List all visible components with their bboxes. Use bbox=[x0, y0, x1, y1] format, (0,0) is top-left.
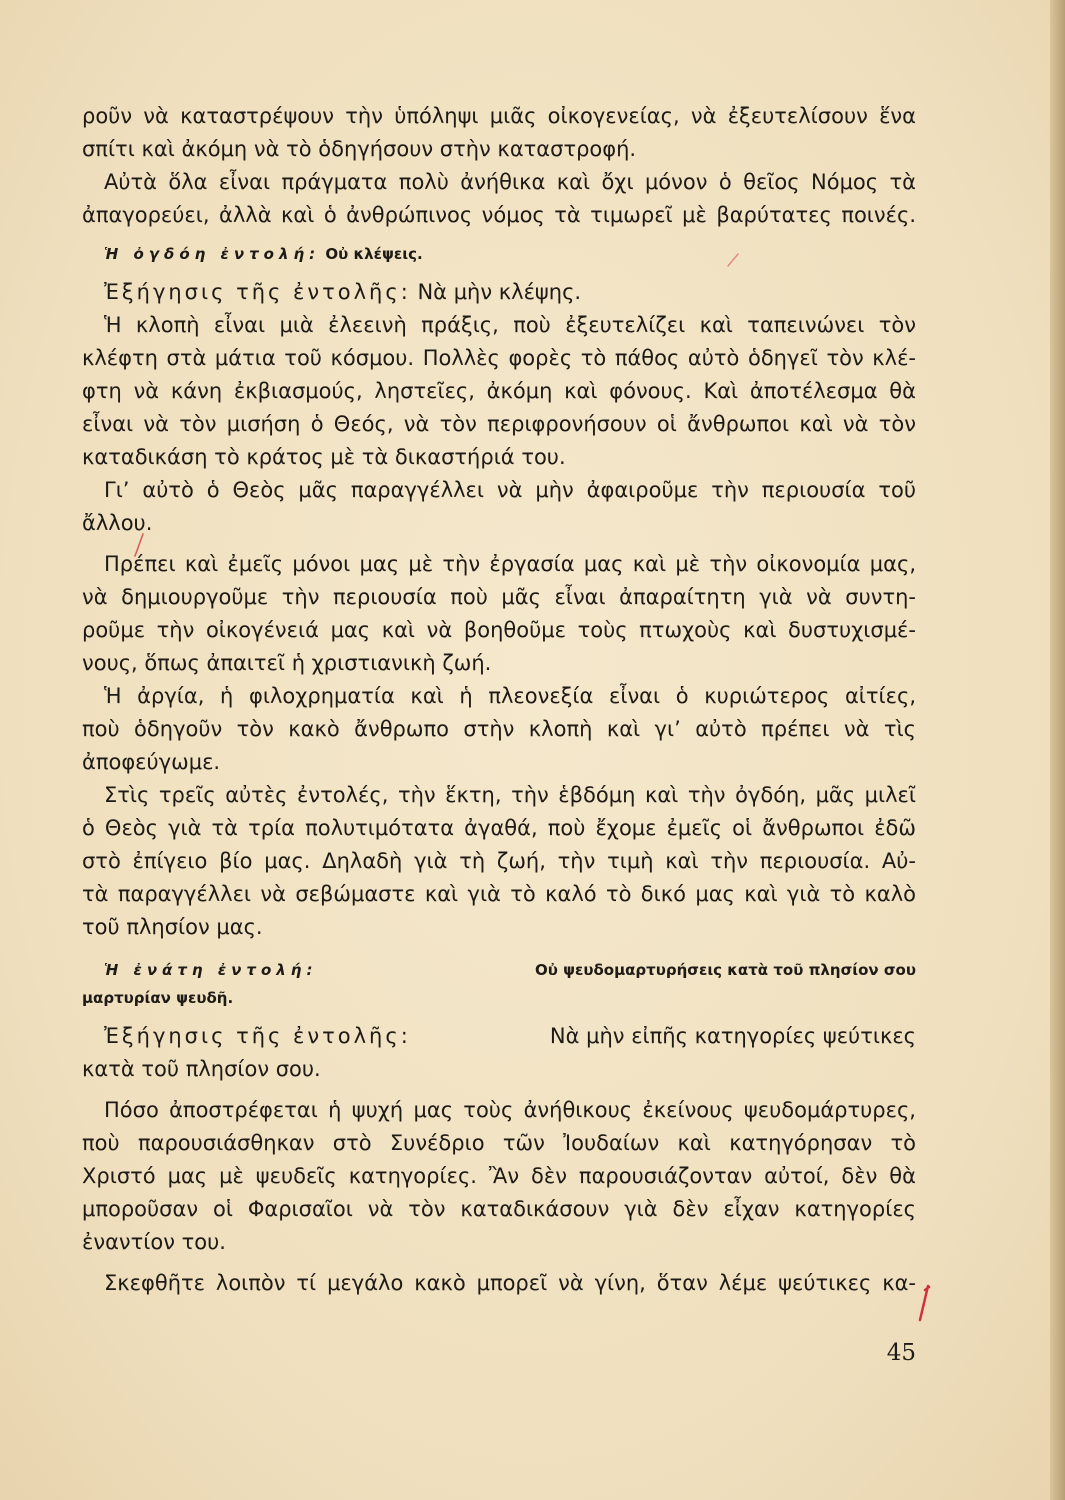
text-line: φτη νὰ κάνη ἐκβιασμούς, ληστεῖες, ἀκόμη καὶ φόνους. Καὶ ἀποτέλεσμα θὰ bbox=[82, 379, 916, 403]
text-line: ἄλλου. bbox=[82, 511, 153, 535]
text-line: μποροῦσαν οἱ Φαρισαῖοι νὰ τὸν καταδικάσουν γιὰ δὲν εἶχαν κατηγορίες bbox=[82, 1197, 916, 1221]
page-edge bbox=[1050, 0, 1065, 1500]
text-line: εἶναι νὰ τὸν μισήση ὁ Θεός, νὰ τὸν περιφρονήσουν οἱ ἄνθρωποι καὶ νὰ τὸν bbox=[82, 412, 916, 436]
text-line: Γι’ αὐτὸ ὁ Θεὸς μᾶς παραγγέλλει νὰ μὴν ἀφαιροῦμε τὴν περιουσία τοῦ bbox=[104, 478, 916, 502]
text-line: στὸ ἐπίγειο βίο μας. Δηλαδὴ γιὰ τὴ ζωή, τὴν τιμὴ καὶ τὴν περιουσία. Αὐ- bbox=[82, 849, 916, 873]
text-line: Πρέπει καὶ ἐμεῖς μόνοι μας μὲ τὴν ἐργασία μας καὶ μὲ τὴν οἰκονομία μας, bbox=[104, 552, 916, 576]
commandment-9-heading bbox=[82, 956, 916, 984]
explanation-label: Ἐξήγησις τῆς ἐντολῆς: bbox=[104, 1024, 411, 1048]
text-line: νὰ δημιουργοῦμε τὴν περιουσία ποὺ μᾶς εἶναι ἀπαραίτητη γιὰ νὰ συντη- bbox=[82, 585, 916, 609]
explanation-9 bbox=[82, 1020, 916, 1053]
text-line: Αὐτὰ ὅλα εἶναι πράγματα πολὺ ἀνήθικα καὶ ὄχι μόνον ὁ θεῖος Νόμος τὰ bbox=[104, 170, 916, 194]
page-number: 45 bbox=[886, 1340, 916, 1366]
commandment-9-heading-cont: μαρτυρίαν ψευδῆ. bbox=[82, 989, 234, 1007]
text-line: ἀποφεύγωμε. bbox=[82, 750, 221, 774]
heading-text: Οὐ ψευδομαρτυρήσεις κατὰ τοῦ πλησίον σου bbox=[534, 961, 916, 979]
text-line: Στὶς τρεῖς αὐτὲς ἐντολές, τὴν ἕκτη, τὴν ἑβδόμη καὶ τὴν ὀγδόη, μᾶς μιλεῖ bbox=[104, 783, 916, 807]
text-line: Ἡ κλοπὴ εἶναι μιὰ ἐλεεινὴ πράξις, ποὺ ἐξευτελίζει καὶ ταπεινώνει τὸν bbox=[104, 313, 916, 337]
text-line: ροῦμε τὴν οἰκογένειά μας καὶ νὰ βοηθοῦμε τοὺς πτωχοὺς καὶ δυστυχισμέ- bbox=[82, 618, 916, 642]
text-line: ποὺ ὁδηγοῦν τὸν κακὸ ἄνθρωπο στὴν κλοπὴ καὶ γι’ αὐτὸ πρέπει νὰ τὶς bbox=[82, 717, 916, 741]
heading-label: Ἡ ὀγδόη ἐντολή: bbox=[104, 245, 321, 263]
text-line: τοῦ πλησίον μας. bbox=[82, 915, 263, 939]
heading-label: Ἡ ἐνάτη ἐντολή: bbox=[104, 961, 318, 979]
text-line: Σκεφθῆτε λοιπὸν τί μεγάλο κακὸ μπορεῖ νὰ γίνη, ὅταν λέμε ψεύτικες κα- bbox=[104, 1271, 916, 1295]
text-line: νους, ὅπως ἀπαιτεῖ ἡ χριστιανικὴ ζωή. bbox=[82, 651, 492, 675]
text-line: Χριστό μας μὲ ψευδεῖς κατηγορίες. Ἂν δὲν παρουσιάζονταν αὐτοί, δὲν θὰ bbox=[82, 1164, 916, 1188]
text-line: Ἡ ἀργία, ἡ φιλοχρηματία καὶ ἡ πλεονεξία εἶναι ὁ κυριώτερος αἰτίες, bbox=[104, 684, 916, 708]
text-line: Πόσο ἀποστρέφεται ἡ ψυχή μας τοὺς ἀνήθικους ἐκείνους ψευδομάρτυρες, bbox=[104, 1098, 916, 1122]
text-line: ποὺ παρουσιάσθηκαν στὸ Συνέδριο τῶν Ἰουδαίων καὶ κατηγόρησαν τὸ bbox=[82, 1131, 916, 1155]
commandment-8-heading bbox=[82, 240, 916, 268]
text-line: ἐναντίον του. bbox=[82, 1230, 226, 1254]
text-line: ὁ Θεὸς γιὰ τὰ τρία πολυτιμότατα ἀγαθά, ποὺ ἔχομε ἐμεῖς οἱ ἄνθρωποι ἐδῶ bbox=[82, 816, 916, 840]
red-pencil-mark bbox=[916, 1284, 932, 1322]
heading-text: Οὐ κλέψεις. bbox=[325, 245, 423, 263]
text-line: τὰ παραγγέλλει νὰ σεβώμαστε καὶ γιὰ τὸ καλό τὸ δικό μας καὶ γιὰ τὸ καλὸ bbox=[82, 882, 916, 906]
red-pencil-mark bbox=[726, 252, 740, 268]
text-line: καταδικάση τὸ κράτος μὲ τὰ δικαστήριά του. bbox=[82, 445, 566, 469]
explanation-9-cont: κατὰ τοῦ πλησίον σου. bbox=[82, 1057, 321, 1081]
explanation-text: Νὰ μὴν κλέψης. bbox=[417, 280, 582, 304]
text-line: ἀπαγορεύει, ἀλλὰ καὶ ὁ ἀνθρώπινος νόμος τὰ τιμωρεῖ μὲ βαρύτατες ποινές. bbox=[82, 203, 916, 227]
explanation-label: Ἐξήγησις τῆς ἐντολῆς: bbox=[104, 280, 411, 304]
text-line: κλέφτη στὰ μάτια τοῦ κόσμου. Πολλὲς φορὲς τὸ πάθος αὐτὸ ὁδηγεῖ τὸν κλέ- bbox=[82, 346, 916, 370]
red-pencil-mark bbox=[132, 532, 146, 558]
explanation-8 bbox=[82, 276, 916, 309]
text-line: ροῦν νὰ καταστρέψουν τὴν ὑπόληψι μιᾶς οἰκογενείας, νὰ ἐξευτελίσουν ἕνα bbox=[82, 104, 916, 128]
text-block bbox=[82, 100, 916, 1300]
text-line: σπίτι καὶ ἀκόμη νὰ τὸ ὁδηγήσουν στὴν καταστροφή. bbox=[82, 137, 637, 161]
explanation-text: Νὰ μὴν εἰπῆς κατηγορίες ψεύτικες bbox=[549, 1024, 916, 1048]
